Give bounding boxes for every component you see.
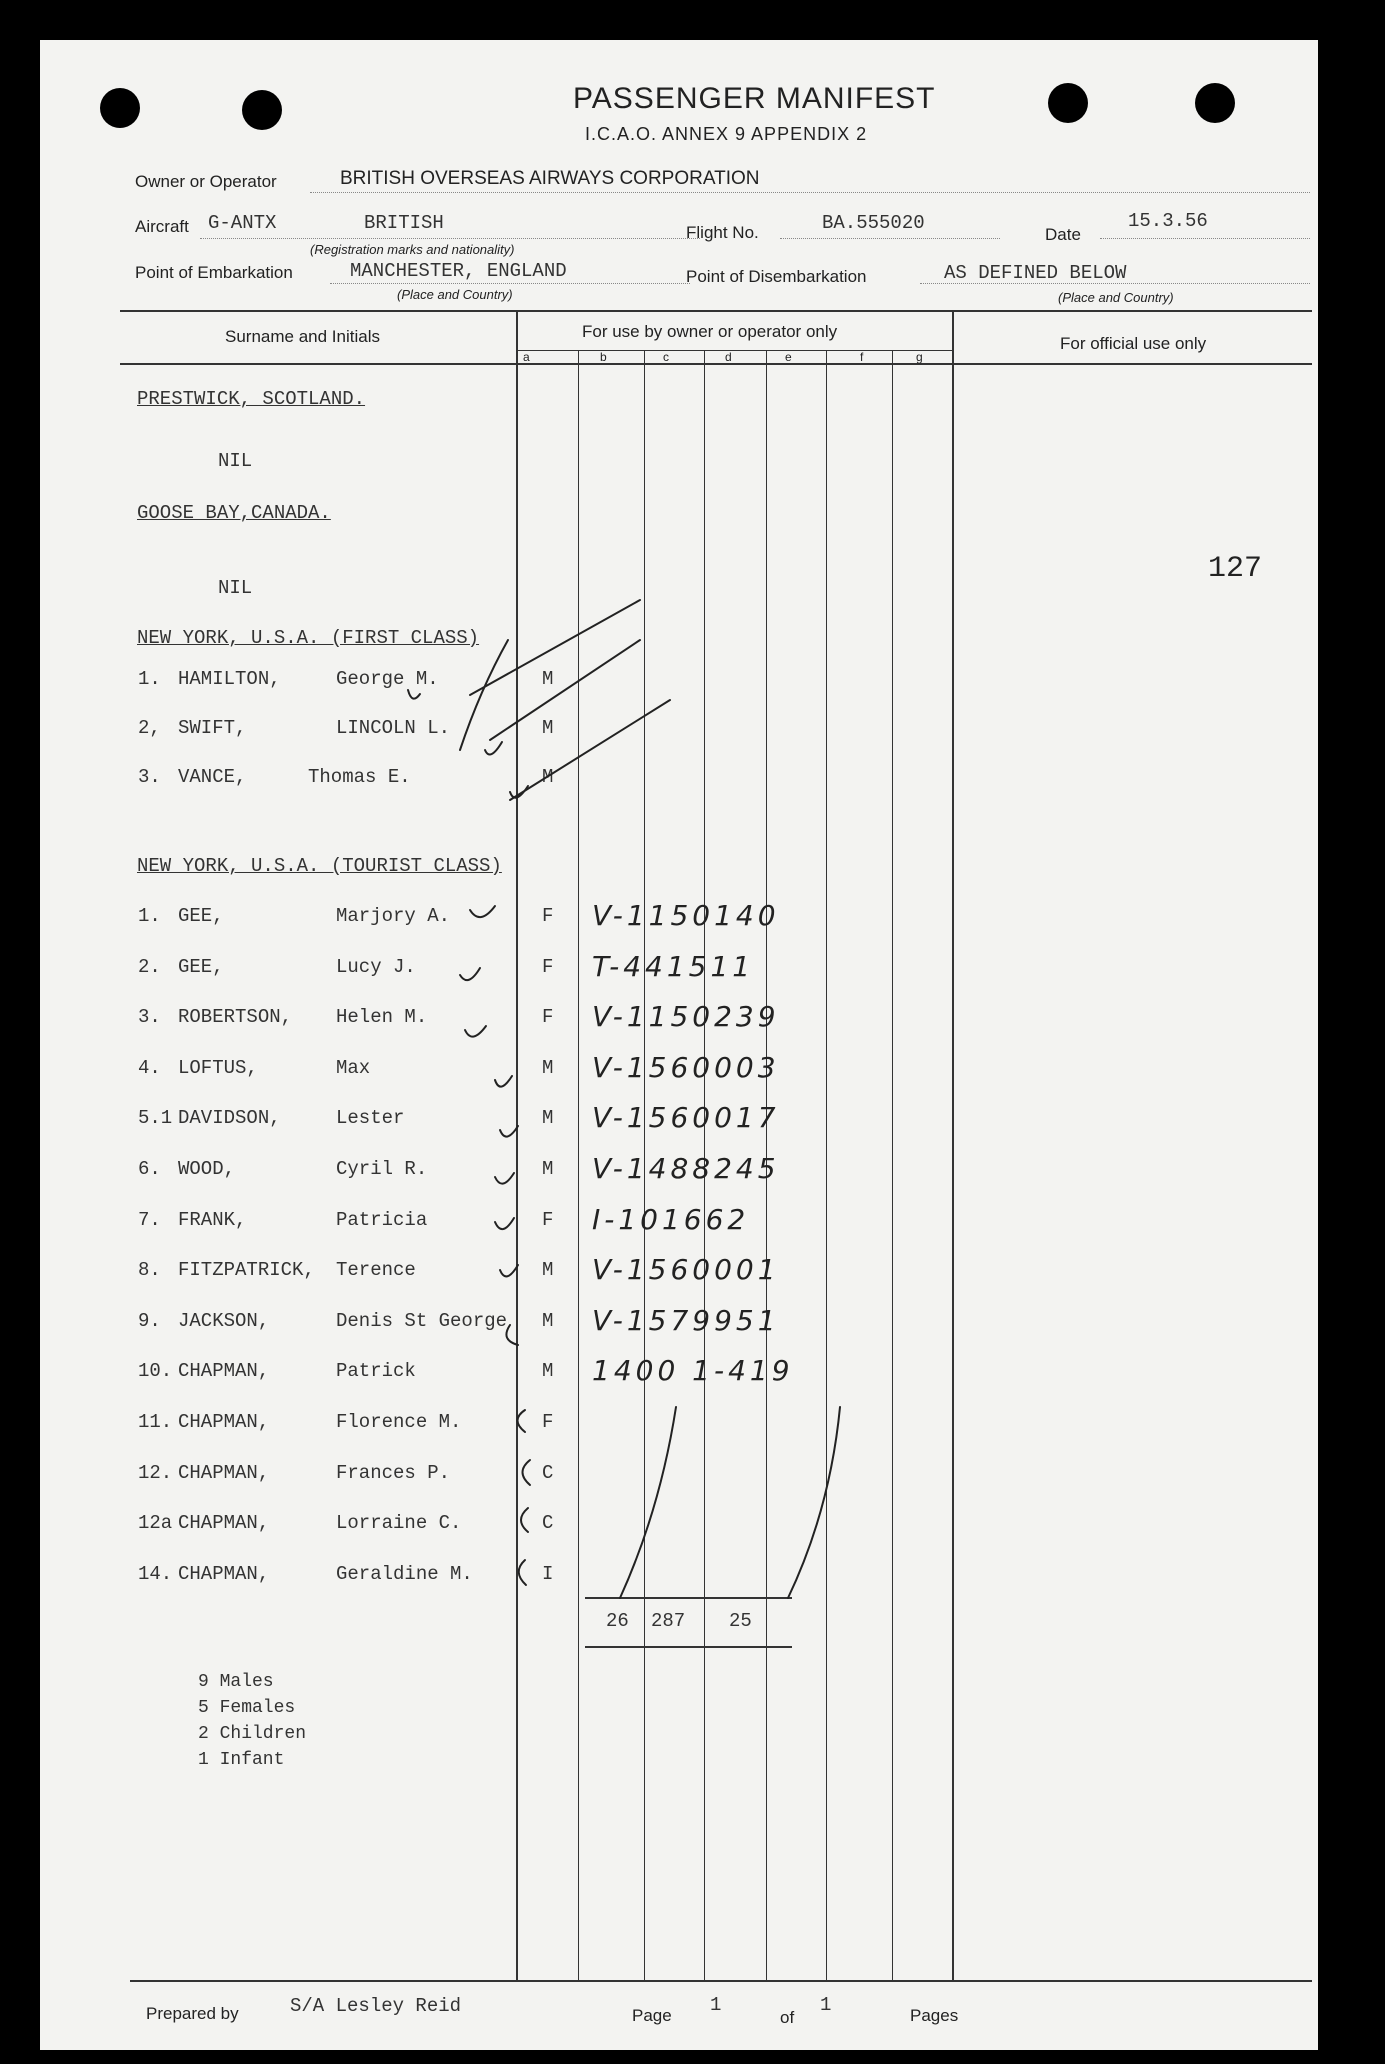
manifest-page <box>40 40 1318 2050</box>
summary-infant: 1 Infant <box>198 1750 285 1770</box>
tick-mark <box>523 1460 531 1485</box>
passenger-surname: CHAPMAN, <box>178 1411 270 1433</box>
tick-mark <box>510 700 670 800</box>
passenger-sex: M <box>542 1158 554 1180</box>
passenger-sex: M <box>542 1107 554 1130</box>
passenger-surname: FITZPATRICK, <box>178 1259 315 1282</box>
sub-col-e: e <box>785 350 792 364</box>
total-b: 26 <box>606 1610 629 1632</box>
page-number: 1 <box>710 1994 722 2016</box>
passenger-surname: HAMILTON, <box>178 668 281 690</box>
passport-note: V-1488245 <box>592 1152 780 1185</box>
passenger-number: 9. <box>138 1309 161 1332</box>
aircraft-note: (Registration marks and nationality) <box>310 242 515 257</box>
tick-mark <box>495 1218 514 1229</box>
tick-mark <box>521 1508 528 1532</box>
tick-mark <box>465 1026 486 1037</box>
passenger-number: 12a <box>138 1512 173 1535</box>
passport-note: V-1579951 <box>592 1303 780 1337</box>
passenger-given-name: Thomas E. <box>308 766 411 788</box>
passenger-number: 3. <box>138 1006 161 1029</box>
passenger-given-name: Florence M. <box>336 1411 462 1433</box>
tick-mark <box>500 1126 518 1137</box>
flight-number: BA.555020 <box>822 212 925 234</box>
passenger-surname: CHAPMAN, <box>178 1360 270 1383</box>
section-goose-bay-nil: NIL <box>218 577 253 599</box>
passenger-surname: ROBERTSON, <box>178 1006 293 1029</box>
disembark-value: AS DEFINED BELOW <box>944 262 1127 284</box>
tick-mark <box>510 786 528 798</box>
total-c: 287 <box>651 1610 686 1632</box>
sub-col-f: f <box>860 350 864 364</box>
total-d: 25 <box>729 1610 752 1632</box>
official-number: 127 <box>1208 552 1263 586</box>
passport-note: V-1560003 <box>592 1050 780 1084</box>
official-use-header: For official use only <box>1060 334 1207 353</box>
passenger-surname: SWIFT, <box>178 717 247 739</box>
section-goose-bay: GOOSE BAY,CANADA. <box>137 502 331 524</box>
section-ny-tourist-class: NEW YORK, U.S.A. (TOURIST CLASS) <box>137 855 502 877</box>
passenger-given-name: Patrick <box>336 1360 416 1383</box>
passenger-given-name: Terence <box>336 1259 416 1282</box>
summary-females: 5 Females <box>198 1698 296 1718</box>
tick-mark <box>506 1325 518 1345</box>
flight-label: Flight No. <box>686 223 759 242</box>
page-total: 1 <box>820 1994 832 2016</box>
passenger-given-name: Frances P. <box>336 1461 451 1484</box>
page-label: Page <box>632 2006 672 2025</box>
passport-note: I-101662 <box>592 1202 750 1236</box>
passport-note: V-1150140 <box>592 899 780 932</box>
passenger-surname: CHAPMAN, <box>178 1512 270 1535</box>
owner-use-header: For use by owner or operator only <box>582 322 838 341</box>
passenger-number: 2. <box>138 955 161 978</box>
embark-value: MANCHESTER, ENGLAND <box>350 260 567 282</box>
tick-mark <box>460 968 480 980</box>
tick-mark <box>485 742 502 755</box>
passenger-given-name: Marjory A. <box>336 905 451 927</box>
of-label: of <box>780 2008 795 2027</box>
passport-note: V-1560001 <box>592 1253 780 1287</box>
passenger-sex: M <box>542 1056 554 1079</box>
passenger-number: 7. <box>138 1208 161 1231</box>
passenger-given-name: LINCOLN L. <box>336 717 451 739</box>
passport-note: V-1150239 <box>592 1000 780 1034</box>
section-prestwick-nil: NIL <box>218 450 253 472</box>
summary-children: 2 Children <box>198 1724 307 1744</box>
passenger-number: 8. <box>138 1259 161 1282</box>
passenger-given-name: Lester <box>336 1107 405 1130</box>
aircraft-nationality: BRITISH <box>364 212 444 234</box>
passenger-surname: CHAPMAN, <box>178 1461 270 1484</box>
prepared-by-label: Prepared by <box>146 2004 239 2023</box>
section-prestwick: PRESTWICK, SCOTLAND. <box>137 388 366 410</box>
sub-col-a: a <box>523 350 530 364</box>
embark-label: Point of Embarkation <box>135 263 293 282</box>
bracket-stroke <box>788 1407 840 1598</box>
date-value: 15.3.56 <box>1128 210 1208 232</box>
passenger-sex: F <box>542 1411 554 1433</box>
passenger-sex: F <box>542 1006 554 1029</box>
passenger-number: 2, <box>138 717 161 739</box>
passenger-number: 1. <box>138 668 161 690</box>
owner-value: BRITISH OVERSEAS AIRWAYS CORPORATION <box>340 168 760 189</box>
sub-col-b: b <box>600 350 607 364</box>
disembark-label: Point of Disembarkation <box>686 267 867 286</box>
sub-col-d: d <box>725 350 732 364</box>
passenger-surname: GEE, <box>178 955 224 978</box>
summary-males: 9 Males <box>198 1672 274 1692</box>
disembark-note: (Place and Country) <box>1058 290 1174 305</box>
bracket-stroke <box>620 1407 676 1598</box>
passenger-sex: F <box>542 955 554 978</box>
passenger-surname: VANCE, <box>178 766 247 788</box>
passenger-given-name: Max <box>336 1056 371 1079</box>
page-title: PASSENGER MANIFEST <box>573 82 936 115</box>
tick-mark <box>470 600 640 695</box>
passenger-given-name: Lucy J. <box>336 955 416 978</box>
passenger-sex: I <box>542 1562 554 1585</box>
section-ny-first-class: NEW YORK, U.S.A. (FIRST CLASS) <box>137 627 480 649</box>
tick-mark <box>470 906 495 917</box>
passenger-sex: F <box>542 1208 554 1231</box>
surname-column-header: Surname and Initials <box>225 327 380 346</box>
passenger-number: 3. <box>138 766 161 788</box>
passport-note: T-441511 <box>592 949 755 983</box>
passenger-surname: FRANK, <box>178 1208 247 1231</box>
passenger-number: 12. <box>138 1461 173 1484</box>
passenger-sex: M <box>542 1360 554 1383</box>
passenger-number: 1. <box>138 905 161 927</box>
passport-note: 1400 1-419 <box>592 1354 794 1388</box>
pages-label: Pages <box>910 2006 959 2025</box>
passenger-sex: F <box>542 905 554 927</box>
passenger-given-name: Geraldine M. <box>336 1562 473 1585</box>
passenger-given-name: Denis St George <box>336 1309 508 1332</box>
passenger-given-name: George M. <box>336 668 439 690</box>
handwritten-marks <box>40 40 1318 2050</box>
passenger-sex: M <box>542 766 554 788</box>
sub-col-c: c <box>663 350 669 364</box>
passenger-sex: M <box>542 717 554 739</box>
prepared-by-value: S/A Lesley Reid <box>290 1995 462 2017</box>
tick-mark <box>500 1265 518 1276</box>
passenger-sex: M <box>542 1259 554 1282</box>
tick-mark <box>495 1076 512 1087</box>
passenger-number: 4. <box>138 1056 161 1079</box>
tick-mark <box>495 1173 514 1184</box>
sub-col-g: g <box>916 350 923 364</box>
passenger-sex: M <box>542 1309 554 1332</box>
passenger-sex: C <box>542 1512 554 1535</box>
page-subtitle: I.C.A.O. ANNEX 9 APPENDIX 2 <box>585 124 868 144</box>
passenger-given-name: Patricia <box>336 1208 428 1231</box>
passenger-number: 5.1 <box>138 1107 173 1130</box>
passenger-surname: CHAPMAN, <box>178 1562 270 1585</box>
passport-note: V-1560017 <box>592 1101 780 1135</box>
date-label: Date <box>1045 225 1081 244</box>
passenger-given-name: Cyril R. <box>336 1158 428 1180</box>
tick-mark <box>519 1560 526 1585</box>
passenger-number: 6. <box>138 1158 161 1180</box>
tick-mark <box>490 640 640 740</box>
passenger-sex: C <box>542 1461 554 1484</box>
passenger-sex: M <box>542 668 554 690</box>
aircraft-registration: G-ANTX <box>208 212 277 234</box>
passenger-surname: GEE, <box>178 905 224 927</box>
passenger-given-name: Lorraine C. <box>336 1512 462 1535</box>
passenger-number: 14. <box>138 1562 173 1585</box>
passenger-surname: WOOD, <box>178 1158 236 1180</box>
owner-label: Owner or Operator <box>135 172 277 191</box>
tick-mark <box>408 690 420 699</box>
embark-note: (Place and Country) <box>397 287 513 302</box>
passenger-given-name: Helen M. <box>336 1006 428 1029</box>
passenger-number: 10. <box>138 1360 173 1383</box>
passenger-surname: DAVIDSON, <box>178 1107 281 1130</box>
tick-mark <box>518 1410 526 1432</box>
passenger-surname: LOFTUS, <box>178 1056 258 1079</box>
passenger-surname: JACKSON, <box>178 1309 270 1332</box>
passenger-number: 11. <box>138 1411 173 1433</box>
aircraft-label: Aircraft <box>135 217 189 236</box>
